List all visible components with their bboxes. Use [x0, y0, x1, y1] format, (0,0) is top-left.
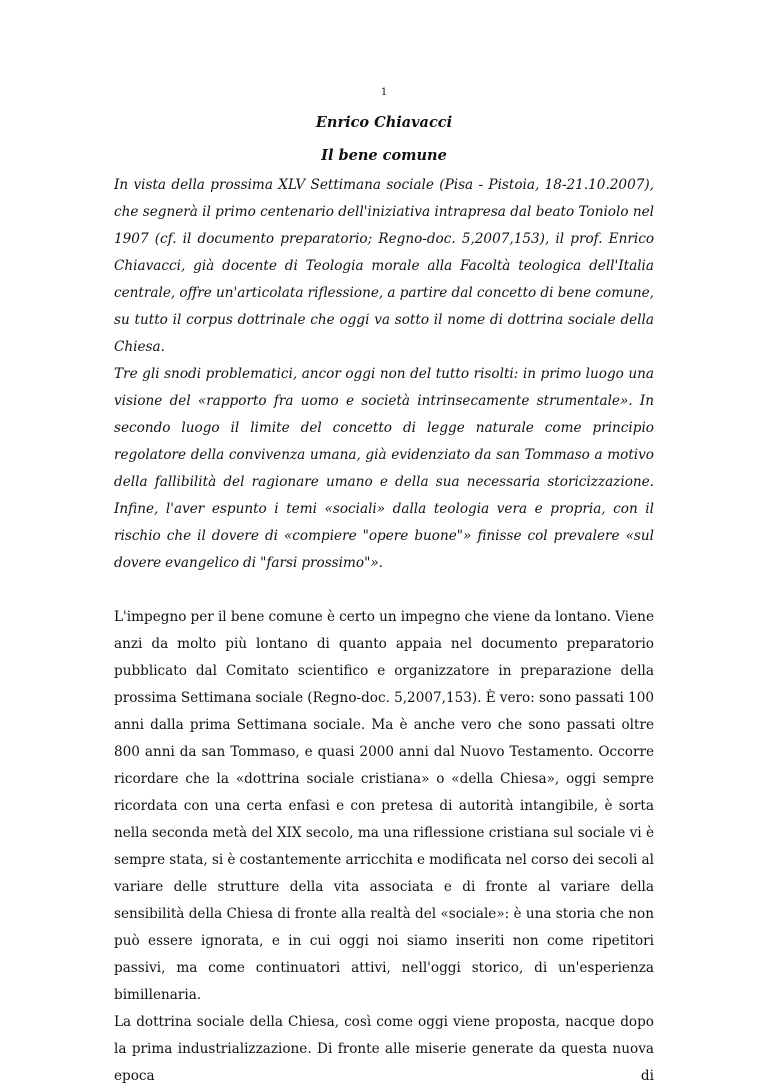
abstract-paragraph-2: Tre gli snodi problematici, ancor oggi non del tutto risolti: in primo luogo una visione del «rapporto fra uomo e società intrinsecamente strumentale». In secondo luogo il limite del concetto di legge naturale come principio regolatore della convivenza umana, già evidenziato da san Tommaso a motivo della fallibilità del ragionare umano e della sua necessaria storicizzazione. Infine, l'aver espunto i temi «sociali» dalla teologia vera e propria, con il rischio che il dovere di «compiere "opere buone"» finisse col prevalere «sul dovere evangelico di "farsi prossimo"». [114, 366, 654, 571]
body-paragraph-1: L'impegno per il bene comune è certo un impegno che viene da lontano. Viene anzi da molto più lontano di quanto appaia nel documento preparatorio pubblicato dal Comitato scientifico e organizzatore in preparazione della prossima Settimana sociale (Regno-doc. 5,2007,153). È vero: sono passati 100 anni dalla prima Settimana sociale. Ma è anche vero che sono passati oltre 800 anni da san Tommaso, e quasi 2000 anni dal Nuovo Testamento. Occorre ricordare che la «dottrina sociale cristiana» o «della Chiesa», oggi sempre ricordata con una certa enfasi e con pretesa di autorità intangibile, è sorta nella seconda metà del XIX secolo, ma una riflessione cristiana sul sociale vi è sempre stata, si è costantemente arricchita e modificata nel corso dei secoli al variare delle strutture della vita associata e di fronte al variare della sensibilità della Chiesa di fronte alla realtà del «sociale»: è una storia che non può essere ignorata, e in cui oggi noi siamo inseriti non come ripetitori passivi, ma come continuatori attivi, nell'oggi storico, di un'esperienza bimillenaria. [114, 609, 654, 1003]
paragraph-spacer [114, 577, 654, 604]
author-name: Enrico Chiavacci [315, 114, 453, 131]
body-text [114, 172, 654, 1090]
body-paragraph-2: La dottrina sociale della Chiesa, così come oggi viene proposta, nacque dopo la prima industrializzazione. Di fronte alle miserie generate da questa nuova epoca di [114, 1014, 654, 1084]
page-number: 1 [380, 87, 388, 98]
abstract-paragraph-1: In vista della prossima XLV Settimana sociale (Pisa - Pistoia, 18-21.10.2007), che segnerà il primo centenario dell'iniziativa intrapresa dal beato Toniolo nel 1907 (cf. il documento preparatorio; Regno-doc. 5,2007,153), il prof. Enrico Chiavacci, già docente di Teologia morale alla Facoltà teologica dell'Italia centrale, offre un'articolata riflessione, a partire dal concetto di bene comune, su tutto il corpus dottrinale che oggi va sotto il nome di dottrina sociale della Chiesa. [114, 177, 654, 355]
document-title: Il bene comune [321, 147, 447, 164]
